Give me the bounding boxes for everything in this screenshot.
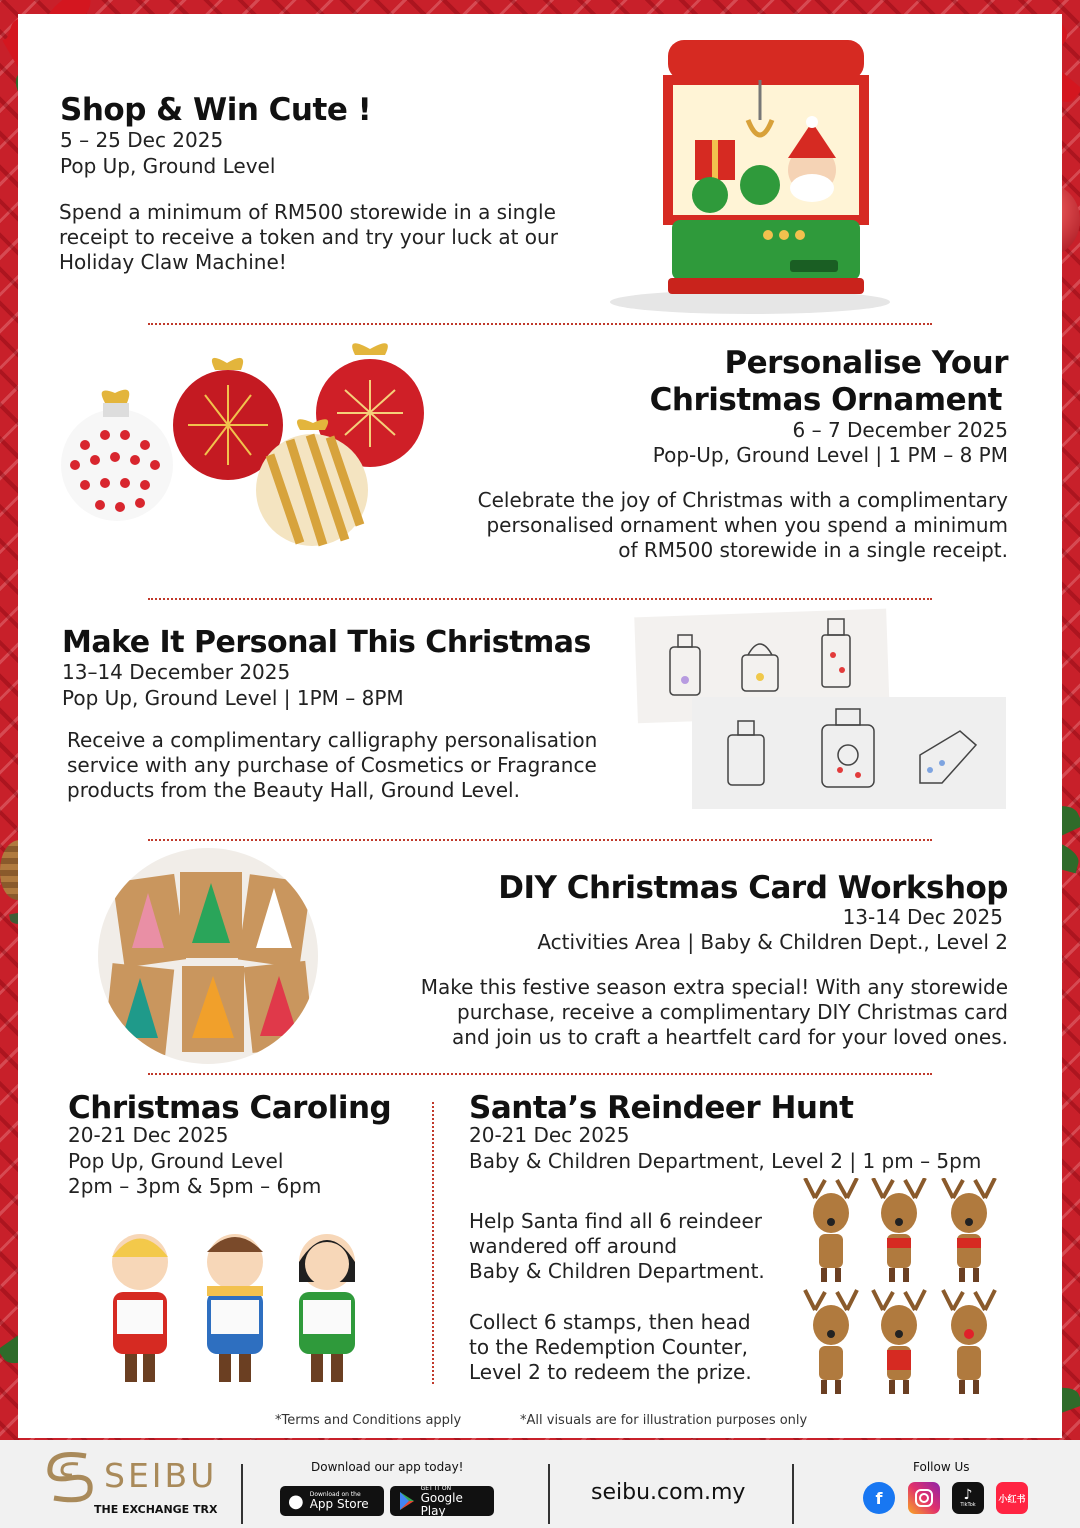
reindeer-desc2-line-2: to the Redemption Counter,	[469, 1335, 749, 1359]
tiktok-icon[interactable]: ♪ TikTok	[952, 1482, 984, 1514]
diy-location: Activities Area | Baby & Children Dept., Level 2	[537, 930, 1008, 954]
carolers-illustration	[95, 1222, 375, 1392]
google-play-icon	[398, 1491, 415, 1511]
download-label: Download our app today!	[311, 1460, 464, 1474]
reindeer-date: 20-21 Dec 2025	[469, 1123, 630, 1147]
shop-win-date: 5 – 25 Dec 2025	[60, 128, 224, 152]
diy-date: 13-14 Dec 2025	[842, 905, 1003, 929]
website-link[interactable]: seibu.com.my	[591, 1480, 746, 1505]
ornament-title-line-2: Christmas Ornament	[649, 382, 1002, 418]
caroling-title: Christmas Caroling	[68, 1090, 392, 1126]
google-play-big-text: Google Play	[420, 1490, 463, 1518]
follow-label: Follow Us	[913, 1460, 970, 1474]
app-store-badge[interactable]	[280, 1486, 384, 1516]
seibu-logo-mark-icon	[42, 1448, 98, 1506]
google-play-small-text: GET IT ON	[420, 1484, 452, 1492]
shop-win-location: Pop Up, Ground Level	[60, 154, 276, 178]
diy-cards-illustration	[98, 848, 320, 1064]
app-store-small-text: Download on the	[309, 1491, 361, 1498]
caroling-location: Pop Up, Ground Level	[68, 1149, 284, 1173]
caroling-date: 20-21 Dec 2025	[68, 1123, 229, 1147]
ornament-title-line-1: Personalise Your	[724, 345, 1008, 381]
reindeer-desc2-line-3: Level 2 to redeem the prize.	[469, 1360, 752, 1384]
footer-divider-1	[241, 1464, 243, 1524]
reindeer-illustration	[795, 1178, 1005, 1400]
ornament-location: Pop-Up, Ground Level | 1 PM – 8 PM	[652, 443, 1008, 467]
brand-subtitle: THE EXCHANGE TRX	[94, 1503, 218, 1516]
ornament-desc-line-2: personalised ornament when you spend a minimum	[486, 513, 1008, 537]
separator-1	[148, 323, 932, 325]
xiaohongshu-icon[interactable]: 小红书	[996, 1482, 1028, 1514]
apple-icon: ●	[288, 1490, 304, 1512]
footer-divider-3	[792, 1464, 794, 1524]
personal-date: 13–14 December 2025	[62, 660, 291, 684]
instagram-icon[interactable]	[908, 1482, 940, 1514]
perfume-sketches-illustration	[630, 605, 1010, 815]
ornaments-illustration	[55, 335, 455, 565]
caroling-time: 2pm – 3pm & 5pm – 6pm	[68, 1174, 322, 1198]
visuals-note: *All visuals are for illustration purposes only	[520, 1413, 808, 1428]
ornament-desc-line-3: of RM500 storewide in a single receipt.	[618, 538, 1008, 562]
claw-machine-illustration	[600, 30, 890, 320]
reindeer-desc1-line-2: wandered off around	[469, 1234, 678, 1258]
tiktok-label: TikTok	[960, 1502, 976, 1508]
diy-desc-line-1: Make this festive season extra special! With any storewide	[420, 975, 1008, 999]
personal-title: Make It Personal This Christmas	[62, 625, 591, 660]
reindeer-title: Santa’s Reindeer Hunt	[469, 1090, 854, 1126]
personal-location: Pop Up, Ground Level | 1PM – 8PM	[62, 686, 404, 710]
personal-desc-line-1: Receive a complimentary calligraphy personalisation	[67, 728, 598, 752]
separator-4	[148, 1073, 932, 1075]
shop-win-title: Shop & Win Cute !	[60, 92, 372, 128]
reindeer-desc2-line-1: Collect 6 stamps, then head	[469, 1310, 751, 1334]
reindeer-desc1-line-1: Help Santa find all 6 reindeer	[469, 1209, 763, 1233]
google-play-badge[interactable]	[390, 1486, 494, 1516]
shop-win-desc-line-1: Spend a minimum of RM500 storewide in a single	[59, 200, 556, 224]
footer-divider-2	[548, 1464, 550, 1524]
diy-desc-line-2: purchase, receive a complimentary DIY Christmas card	[457, 1000, 1008, 1024]
ornament-date: 6 – 7 December 2025	[792, 418, 1008, 442]
shop-win-desc-line-3: Holiday Claw Machine!	[59, 250, 287, 274]
separator-2	[148, 598, 932, 600]
reindeer-location: Baby & Children Department, Level 2 | 1 pm – 5pm	[469, 1149, 982, 1173]
reindeer-desc1-line-3: Baby & Children Department.	[469, 1259, 765, 1283]
facebook-icon[interactable]: f	[863, 1482, 895, 1514]
vertical-separator	[432, 1102, 434, 1384]
personal-desc-line-3: products from the Beauty Hall, Ground Level.	[67, 778, 520, 802]
shop-win-desc-line-2: receipt to receive a token and try your luck at our	[59, 225, 558, 249]
separator-3	[148, 839, 932, 841]
ornament-desc-line-1: Celebrate the joy of Christmas with a complimentary	[477, 488, 1008, 512]
brand-name: SEIBU	[104, 1456, 218, 1495]
terms-note: *Terms and Conditions apply	[275, 1413, 462, 1428]
diy-desc-line-3: and join us to craft a heartfelt card for your loved ones.	[452, 1025, 1008, 1049]
personal-desc-line-2: service with any purchase of Cosmetics or Fragrance	[67, 753, 597, 777]
diy-title: DIY Christmas Card Workshop	[498, 870, 1008, 906]
app-store-big-text: App Store	[309, 1497, 369, 1511]
seibu-logo[interactable]	[42, 1448, 98, 1510]
